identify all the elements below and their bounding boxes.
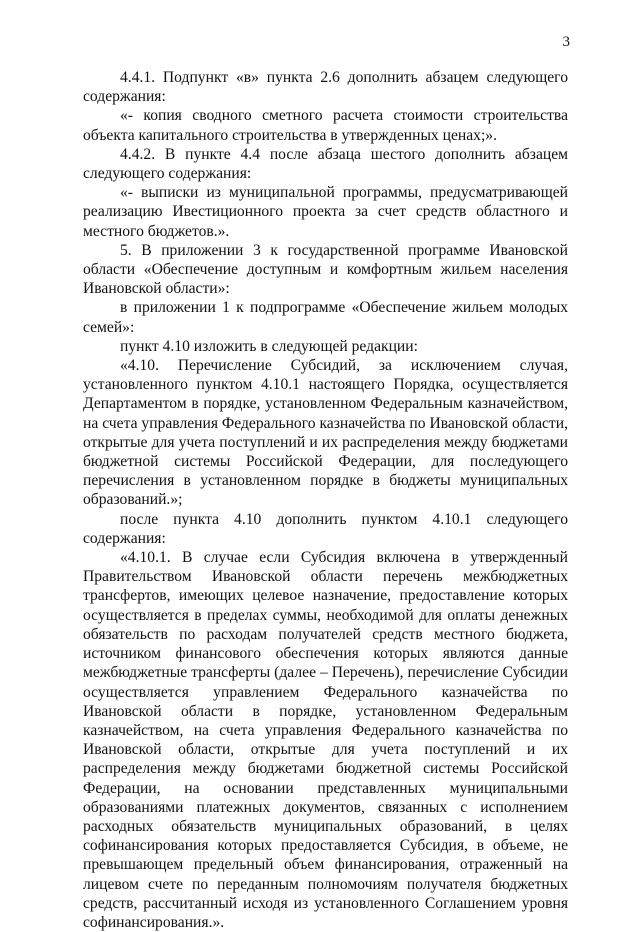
paragraph-appendix-1: в приложении 1 к подпрограмме «Обеспечение жильем молодых семей»:	[83, 299, 568, 336]
paragraph-point-4-10: «4.10. Перечисление Субсидий, за исключением случая, установленного пунктом 4.10.1 настоящего Порядка, осуществляется Департаментом в порядке, установленном Федеральным казначейством, на счета управления Федерального казначейства по Ивановской области, открытые для учета поступлений и их распределения между бюджетами бюджетной системы Российской Федерации, для последующего перечисления в установленном порядке в бюджеты муниципальных образований.»;	[83, 357, 568, 509]
paragraph-program-extract: «- выписки из муниципальной программы, предусматривающей реализацию Ивестиционного проекта за счет средств областного и местного бюджетов.».	[83, 184, 568, 240]
paragraph-add-4-10-1: после пункта 4.10 дополнить пунктом 4.10.1 следующего содержания:	[83, 510, 568, 547]
document-body	[83, 68, 568, 932]
paragraph-item-5: 5. В приложении 3 к государственной программе Ивановской области «Обеспечение доступным и комфортным жильем населения Ивановской области»:	[83, 241, 568, 298]
paragraph-4-4-2: 4.4.2. В пункте 4.4 после абзаца шестого дополнить абзацем следующего содержания:	[83, 145, 568, 183]
paragraph-4-4-1: 4.4.1. Подпункт «в» пункта 2.6 дополнить абзацем следующего содержания:	[83, 69, 568, 106]
paragraph-point-4-10-intro: пункт 4.10 изложить в следующей редакции:	[120, 337, 418, 355]
page-number: 3	[562, 34, 570, 50]
paragraph-estimate-copy: «- копия сводного сметного расчета стоимости строительства объекта капитального строительства в утвержденных ценах;».	[83, 107, 568, 144]
paragraph-point-4-10-1: «4.10.1. В случае если Субсидия включена в утвержденный Правительством Ивановской области перечень межбюджетных трансфертов, имеющих целевое назначение, предоставление которых осуществляется в пределах суммы, необходимой для оплаты денежных обязательств по расходам получателей средств местного бюджета, источником финансового обеспечения которых являются данные межбюджетные трансферты (далее – Перечень), перечисление Субсидии осуществляется управлением Федерального казначейства по Ивановской области в порядке, установленном Федеральным казначейством, на счета управления Федерального казначейства по Ивановской области, открытые для учета поступлений и их распределения между бюджетами бюджетной системы Российской Федерации, на основании представленных муниципальными образованиями платежных документов, связанных с исполнением расходных обязательств муниципальных образований, в целях софинансирования которых предоставляется Субсидия, в объеме, не превышающем предельный объем финансирования, отраженный на лицевом счете по переданным полномочиям получателя бюджетных средств, рассчитанный исходя из установленного Соглашением уровня софинансирования.».	[83, 549, 568, 931]
